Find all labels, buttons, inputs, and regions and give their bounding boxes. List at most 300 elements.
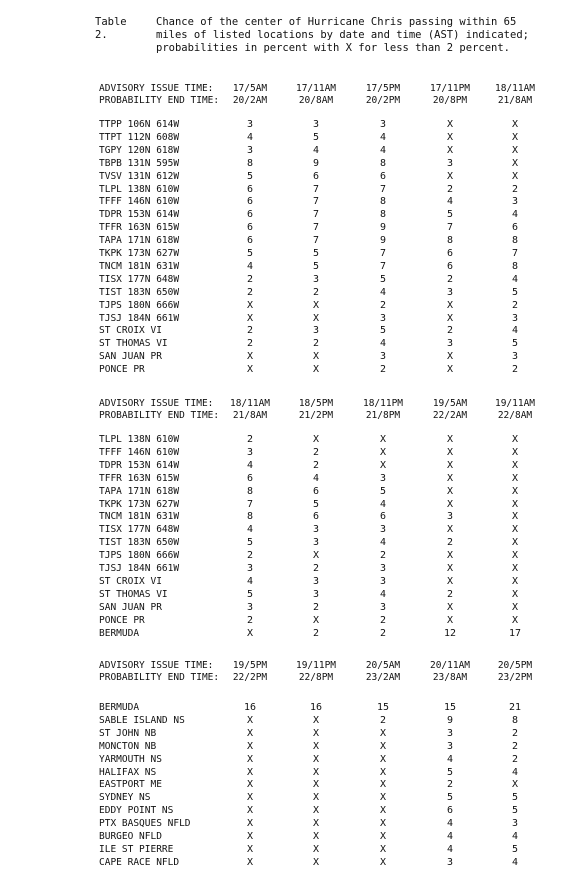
probability-cell: 7	[379, 248, 387, 259]
probability-cell: X	[246, 856, 254, 868]
location-label: TBPB 131N 595W	[99, 157, 180, 169]
end-time: 22/8PM	[298, 672, 334, 683]
probability-cell: 3	[446, 740, 454, 752]
location-label: TISX 177N 648W	[99, 524, 180, 536]
probability-cell: 3	[511, 196, 519, 208]
probability-cell: X	[511, 144, 519, 156]
location-label: ST JOHN NB	[99, 727, 157, 739]
probability-cell: X	[246, 792, 254, 804]
probability-cell: 2	[446, 325, 454, 337]
probability-cell: 2	[312, 286, 320, 298]
probability-cell: X	[246, 766, 254, 778]
probability-cell: 3	[312, 575, 320, 587]
probability-cell: 3	[446, 286, 454, 298]
advisory-issue-time-label: ADVISORY ISSUE TIME:	[99, 660, 214, 671]
probability-cell: 3	[246, 563, 254, 574]
end-time: 20/2AM	[232, 95, 268, 106]
location-label: TAPA 171N 618W	[99, 485, 180, 497]
probability-cell: 21	[508, 702, 522, 713]
probability-cell: 8	[511, 260, 519, 272]
probability-cell: 4	[246, 131, 254, 143]
probability-cell: 6	[312, 511, 320, 523]
table-row	[0, 499, 565, 512]
table-row	[0, 715, 565, 728]
probability-cell: X	[312, 351, 320, 363]
table-row	[0, 364, 565, 377]
probability-cell: X	[511, 498, 519, 510]
probability-cell: 2	[246, 434, 254, 445]
probability-cell: 16	[243, 702, 257, 713]
location-label: TJSJ 184N 661W	[99, 312, 180, 324]
probability-cell: X	[312, 434, 320, 445]
issue-time: 17/11PM	[429, 83, 471, 94]
probability-cell: X	[312, 856, 320, 868]
table-row	[0, 563, 565, 576]
advisory-issue-time-label: ADVISORY ISSUE TIME:	[99, 398, 214, 409]
probability-cell: X	[379, 766, 387, 778]
probability-cell: X	[446, 144, 454, 156]
table-row	[0, 767, 565, 780]
location-label: TTPP 106N 614W	[99, 119, 180, 130]
location-label: MONCTON NB	[99, 740, 157, 752]
table-label: Table 2.	[95, 16, 127, 41]
table-row	[0, 351, 565, 364]
location-label: CAPE RACE NFLD	[99, 856, 180, 868]
table-row	[0, 818, 565, 831]
probability-cell: X	[446, 351, 454, 363]
probability-cell: X	[312, 727, 320, 739]
end-time: 22/8AM	[497, 410, 533, 421]
probability-cell: 3	[511, 312, 519, 324]
probability-cell: 6	[246, 209, 254, 221]
probability-cell: X	[511, 434, 519, 445]
location-label: TLPL 138N 610W	[99, 183, 180, 195]
probability-cell: 4	[511, 325, 519, 337]
probability-cell: 5	[246, 588, 254, 600]
table-row	[0, 602, 565, 615]
issue-time: 19/11AM	[494, 398, 536, 409]
probability-cell: 6	[312, 485, 320, 497]
probability-cell: 2	[312, 627, 320, 639]
end-time: 21/8AM	[232, 410, 268, 421]
table-row	[0, 145, 565, 158]
location-label: PONCE PR	[99, 364, 145, 376]
probability-cell: 7	[379, 183, 387, 195]
probability-cell: 8	[446, 235, 454, 247]
issue-time: 17/5PM	[365, 83, 401, 94]
probability-cell: X	[511, 472, 519, 484]
issue-time: 18/5PM	[298, 398, 334, 409]
location-label: TFFF 146N 610W	[99, 196, 180, 208]
location-label: SABLE ISLAND NS	[99, 714, 185, 726]
probability-cell: 3	[246, 119, 254, 130]
probability-cell: 4	[312, 144, 320, 156]
probability-cell: 5	[246, 537, 254, 549]
probability-cell: X	[446, 299, 454, 311]
table-row	[0, 511, 565, 524]
end-time: 23/8AM	[432, 672, 468, 683]
probability-cell: 6	[246, 196, 254, 208]
probability-cell: 2	[511, 183, 519, 195]
probability-cell: X	[511, 157, 519, 169]
probability-cell: 4	[379, 498, 387, 510]
probability-cell: 7	[511, 248, 519, 259]
probability-cell: 9	[379, 222, 387, 234]
table-row	[0, 615, 565, 628]
probability-cell: 2	[446, 183, 454, 195]
probability-cell: 2	[446, 273, 454, 285]
probability-cell: 3	[379, 524, 387, 536]
location-label: YARMOUTH NS	[99, 753, 162, 765]
table-row	[0, 171, 565, 184]
end-time: 23/2PM	[497, 672, 533, 683]
probability-cell: X	[446, 472, 454, 484]
probability-cell: X	[446, 446, 454, 458]
probability-cell: 2	[511, 299, 519, 311]
probability-cell: X	[312, 843, 320, 855]
probability-cell: X	[511, 575, 519, 587]
table-row	[0, 792, 565, 805]
probability-cell: X	[312, 753, 320, 765]
location-label: SYDNEY NS	[99, 792, 151, 804]
probability-cell: X	[446, 434, 454, 445]
location-label: TFFR 163N 615W	[99, 222, 180, 234]
probability-cell: 3	[312, 537, 320, 549]
probability-cell: 3	[312, 524, 320, 536]
location-label: BERMUDA	[99, 702, 140, 713]
probability-cell: X	[246, 805, 254, 817]
probability-cell: X	[379, 792, 387, 804]
probability-cell: X	[379, 831, 387, 842]
probability-cell: X	[379, 805, 387, 817]
probability-cell: X	[446, 524, 454, 536]
probability-cell: X	[246, 779, 254, 791]
probability-cell: X	[312, 312, 320, 324]
end-time: 23/2AM	[365, 672, 401, 683]
probability-cell: X	[312, 714, 320, 726]
probability-cell: 6	[246, 183, 254, 195]
probability-cell: 3	[379, 312, 387, 324]
location-label: SAN JUAN PR	[99, 351, 162, 363]
location-label: TJPS 180N 666W	[99, 550, 180, 562]
table-row	[0, 524, 565, 537]
probability-cell: X	[379, 727, 387, 739]
probability-cell: 3	[379, 575, 387, 587]
probability-cell: 4	[246, 260, 254, 272]
probability-cell: 6	[379, 170, 387, 182]
probability-cell: 5	[312, 260, 320, 272]
probability-cell: 6	[246, 235, 254, 247]
probability-cell: X	[511, 588, 519, 600]
probability-cell: 6	[511, 222, 519, 234]
probability-end-time-label: PROBABILITY END TIME:	[99, 95, 220, 106]
probability-cell: X	[446, 550, 454, 562]
probability-cell: 3	[312, 588, 320, 600]
probability-cell: 5	[312, 131, 320, 143]
probability-cell: 6	[446, 805, 454, 817]
probability-cell: 2	[246, 338, 254, 350]
probability-cell: 4	[246, 524, 254, 536]
probability-cell: 3	[379, 119, 387, 130]
probability-cell: X	[246, 843, 254, 855]
location-label: TDPR 153N 614W	[99, 209, 180, 221]
location-label: BURGEO NFLD	[99, 831, 162, 842]
probability-cell: 8	[511, 235, 519, 247]
probability-cell: 12	[443, 627, 457, 639]
probability-cell: 8	[379, 209, 387, 221]
probability-cell: 3	[379, 351, 387, 363]
probability-cell: 5	[246, 248, 254, 259]
probability-cell: 3	[312, 325, 320, 337]
probability-cell: X	[379, 856, 387, 868]
location-label: ST THOMAS VI	[99, 588, 168, 600]
probability-cell: X	[511, 550, 519, 562]
probability-cell: 2	[312, 459, 320, 471]
probability-cell: 5	[379, 485, 387, 497]
probability-cell: X	[511, 459, 519, 471]
table-row	[0, 831, 565, 844]
issue-time: 19/5PM	[232, 660, 268, 671]
table-row	[0, 274, 565, 287]
probability-cell: X	[511, 485, 519, 497]
table-row	[0, 222, 565, 235]
probability-cell: X	[312, 831, 320, 842]
probability-cell: X	[511, 779, 519, 791]
table-row	[0, 473, 565, 486]
probability-cell: X	[379, 459, 387, 471]
probability-cell: 2	[246, 325, 254, 337]
end-time: 21/8PM	[365, 410, 401, 421]
table-row	[0, 728, 565, 741]
probability-cell: X	[246, 740, 254, 752]
probability-cell: X	[511, 119, 519, 130]
probability-cell: 2	[511, 364, 519, 376]
probability-cell: X	[246, 627, 254, 639]
probability-cell: 3	[511, 351, 519, 363]
location-label: PONCE PR	[99, 614, 145, 626]
table-row	[0, 235, 565, 248]
probability-cell: 2	[246, 614, 254, 626]
probability-cell: 2	[511, 727, 519, 739]
caption-line-3: probabilities in percent with X for less than 2 percent.	[156, 42, 511, 54]
table-row	[0, 447, 565, 460]
probability-cell: 4	[379, 144, 387, 156]
probability-cell: 2	[379, 614, 387, 626]
probability-cell: 6	[379, 511, 387, 523]
probability-cell: 2	[312, 563, 320, 574]
probability-cell: 7	[312, 196, 320, 208]
probability-cell: X	[379, 446, 387, 458]
probability-cell: X	[511, 537, 519, 549]
location-label: EASTPORT ME	[99, 779, 162, 791]
issue-time: 18/11AM	[229, 398, 271, 409]
probability-cell: X	[446, 485, 454, 497]
probability-cell: X	[379, 434, 387, 445]
probability-cell: 4	[446, 831, 454, 842]
table-row	[0, 857, 565, 870]
location-label: EDDY POINT NS	[99, 805, 174, 817]
probability-end-time-label: PROBABILITY END TIME:	[99, 410, 220, 421]
probability-cell: X	[379, 818, 387, 830]
probability-cell: 3	[446, 157, 454, 169]
probability-cell: X	[246, 753, 254, 765]
table-row	[0, 132, 565, 145]
probability-cell: 2	[246, 286, 254, 298]
table-row	[0, 325, 565, 338]
probability-cell: X	[446, 575, 454, 587]
probability-cell: X	[246, 364, 254, 376]
location-label: TLPL 138N 610W	[99, 434, 180, 445]
probability-cell: 2	[379, 714, 387, 726]
probability-cell: 3	[379, 472, 387, 484]
location-label: TFFF 146N 610W	[99, 446, 180, 458]
location-label: TIST 183N 650W	[99, 537, 180, 549]
issue-time: 19/11PM	[295, 660, 337, 671]
probability-cell: X	[312, 818, 320, 830]
location-label: TAPA 171N 618W	[99, 235, 180, 247]
probability-cell: X	[312, 614, 320, 626]
probability-cell: 3	[379, 601, 387, 613]
probability-cell: 2	[446, 537, 454, 549]
probability-cell: 3	[379, 563, 387, 574]
probability-cell: X	[511, 170, 519, 182]
probability-cell: 2	[446, 588, 454, 600]
probability-end-time-label: PROBABILITY END TIME:	[99, 672, 220, 683]
probability-cell: X	[312, 792, 320, 804]
probability-cell: 8	[511, 714, 519, 726]
probability-cell: X	[246, 312, 254, 324]
probability-cell: X	[446, 563, 454, 574]
location-label: SAN JUAN PR	[99, 601, 162, 613]
probability-cell: X	[246, 831, 254, 842]
probability-cell: 8	[246, 157, 254, 169]
probability-cell: 3	[312, 273, 320, 285]
end-time: 20/8AM	[298, 95, 334, 106]
end-time: 21/8AM	[497, 95, 533, 106]
table-row	[0, 779, 565, 792]
probability-cell: 5	[511, 843, 519, 855]
probability-cell: 2	[511, 740, 519, 752]
probability-cell: 4	[511, 209, 519, 221]
table-row	[0, 184, 565, 197]
location-label: TDPR 153N 614W	[99, 459, 180, 471]
location-label: ST CROIX VI	[99, 575, 162, 587]
probability-cell: 4	[446, 196, 454, 208]
probability-cell: X	[511, 131, 519, 143]
probability-cell: X	[379, 753, 387, 765]
location-label: ST CROIX VI	[99, 325, 162, 337]
location-label: TNCM 181N 631W	[99, 511, 180, 523]
probability-cell: 4	[446, 753, 454, 765]
location-label: BERMUDA	[99, 627, 140, 639]
probability-cell: 4	[379, 588, 387, 600]
probability-cell: X	[246, 299, 254, 311]
location-label: ILE ST PIERRE	[99, 843, 174, 855]
probability-cell: 4	[446, 818, 454, 830]
location-label: TKPK 173N 627W	[99, 248, 180, 259]
probability-cell: 4	[511, 856, 519, 868]
table-row	[0, 434, 565, 447]
table-row	[0, 261, 565, 274]
table-row	[0, 741, 565, 754]
table-row	[0, 158, 565, 171]
table-row	[0, 300, 565, 313]
location-label: ST THOMAS VI	[99, 338, 168, 350]
table-row	[0, 805, 565, 818]
probability-cell: X	[312, 364, 320, 376]
table-row	[0, 209, 565, 222]
advisory-issue-time-label: ADVISORY ISSUE TIME:	[99, 83, 214, 94]
probability-cell: X	[446, 119, 454, 130]
location-label: TGPY 120N 618W	[99, 144, 180, 156]
probability-cell: X	[446, 312, 454, 324]
probability-cell: 7	[312, 183, 320, 195]
caption-line-2: miles of listed locations by date and time (AST) indicated;	[156, 29, 529, 41]
probability-cell: 2	[379, 550, 387, 562]
probability-cell: X	[446, 601, 454, 613]
issue-time: 17/5AM	[232, 83, 268, 94]
table-row	[0, 486, 565, 499]
probability-cell: 4	[511, 766, 519, 778]
probability-cell: 3	[246, 144, 254, 156]
issue-time: 20/11AM	[429, 660, 471, 671]
probability-cell: 2	[312, 601, 320, 613]
probability-cell: 5	[379, 273, 387, 285]
caption-line-1: Chance of the center of Hurricane Chris passing within 65	[156, 16, 517, 28]
probability-cell: 7	[312, 222, 320, 234]
probability-cell: 6	[312, 170, 320, 182]
table-row	[0, 844, 565, 857]
probability-cell: X	[446, 170, 454, 182]
probability-cell: 15	[376, 702, 390, 713]
table-row	[0, 537, 565, 550]
table-row	[0, 338, 565, 351]
probability-cell: 2	[511, 753, 519, 765]
issue-time: 20/5AM	[365, 660, 401, 671]
probability-cell: 2	[446, 779, 454, 791]
probability-cell: X	[446, 364, 454, 376]
location-label: TIST 183N 650W	[99, 286, 180, 298]
probability-cell: X	[379, 843, 387, 855]
probability-cell: 2	[379, 627, 387, 639]
probability-cell: 4	[511, 831, 519, 842]
probability-cell: X	[312, 299, 320, 311]
location-label: TKPK 173N 627W	[99, 498, 180, 510]
probability-cell: 5	[312, 248, 320, 259]
probability-cell: 15	[443, 702, 457, 713]
table-row	[0, 576, 565, 589]
table-row	[0, 460, 565, 473]
issue-time: 17/11AM	[295, 83, 337, 94]
end-time: 21/2PM	[298, 410, 334, 421]
probability-cell: X	[246, 351, 254, 363]
probability-cell: 6	[246, 472, 254, 484]
probability-cell: 9	[379, 235, 387, 247]
probability-cell: X	[312, 740, 320, 752]
probability-cell: 6	[446, 248, 454, 259]
issue-time: 18/11PM	[362, 398, 404, 409]
probability-cell: X	[446, 498, 454, 510]
probability-cell: 4	[379, 338, 387, 350]
probability-cell: 5	[246, 170, 254, 182]
probability-cell: 6	[446, 260, 454, 272]
location-label: TJPS 180N 666W	[99, 299, 180, 311]
issue-time: 18/11AM	[494, 83, 536, 94]
table-row	[0, 754, 565, 767]
probability-cell: X	[379, 740, 387, 752]
probability-cell: 5	[511, 792, 519, 804]
table-row	[0, 628, 565, 641]
